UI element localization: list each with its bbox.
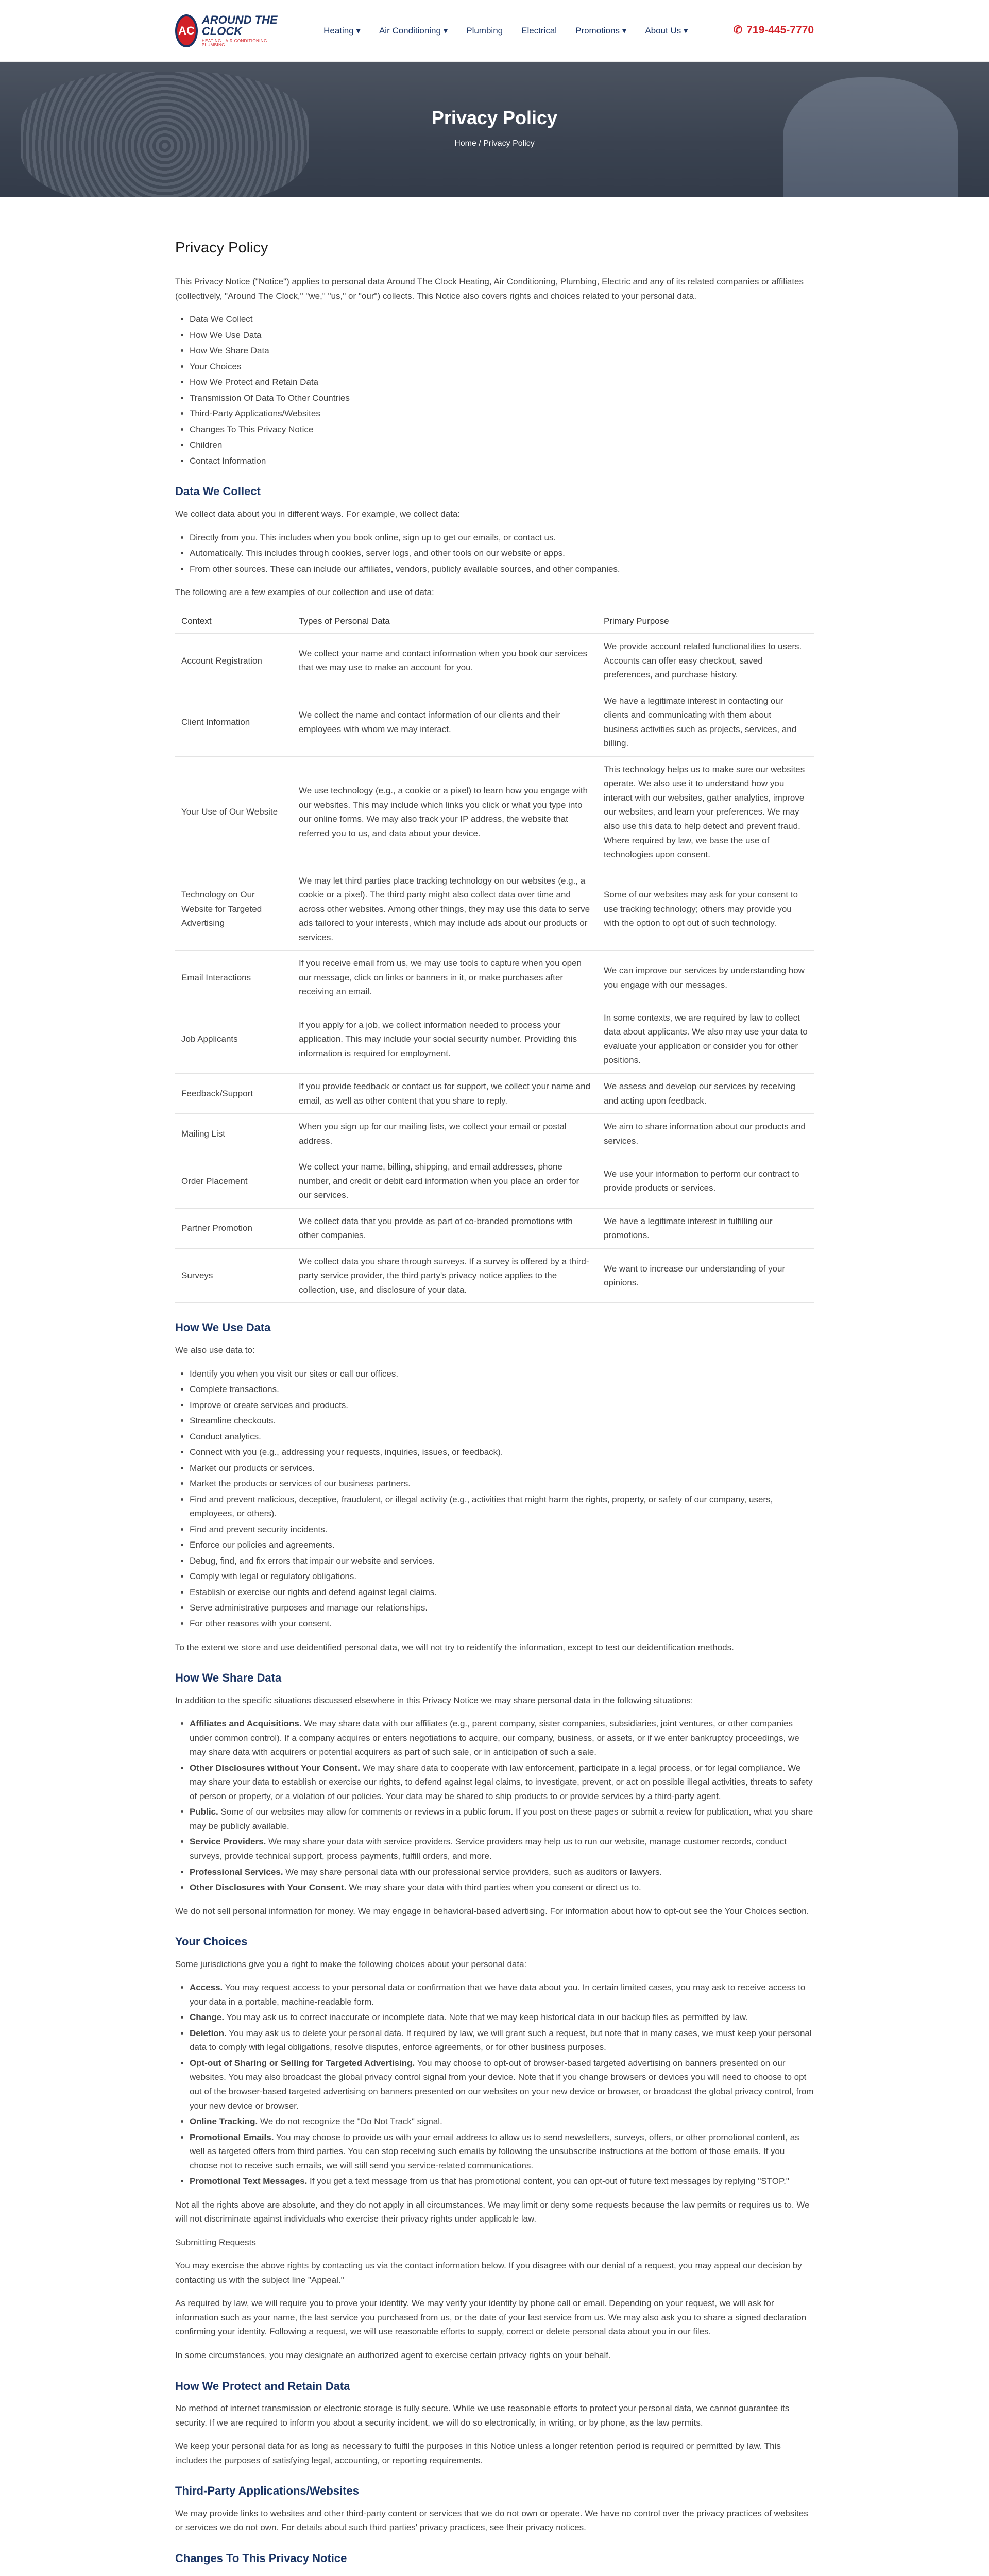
table-cell: We have a legitimate interest in contacting our clients and communicating with them about business activities such as projects, services, and billing. (598, 688, 814, 756)
list-item: • Directly from you. This includes when you book online, sign up to get our emails, or contact us. (190, 531, 814, 545)
table-cell: Mailing List (175, 1114, 293, 1154)
list-item: • Market the products or services of our business partners. (190, 1477, 814, 1491)
logo-name: AROUND THE CLOCK (201, 13, 278, 38)
table-cell: Client Information (175, 688, 293, 756)
breadcrumb[interactable]: Home / Privacy Policy (454, 139, 535, 148)
list-item: • Promotional Text Messages. If you get a text message from us that has promotional content, you can opt-out of future text messages by replying "STOP." (190, 2174, 814, 2189)
table-cell: Partner Promotion (175, 1208, 293, 1248)
list-item: • Other Disclosures with Your Consent. We may share your data with third parties when you consent or direct us to. (190, 1880, 814, 1895)
list-item: • Enforce our policies and agreements. (190, 1538, 814, 1552)
table-cell: If you apply for a job, we collect information needed to process your application. This may include your social security number. Providing this information is required for employment. (293, 1005, 598, 1073)
table-cell: Feedback/Support (175, 1073, 293, 1113)
policy-content (175, 197, 814, 2576)
table-row (175, 634, 814, 688)
table-of-contents (190, 312, 814, 468)
logo[interactable] (175, 14, 278, 47)
use-outro: To the extent we store and use deidentified personal data, we will not try to reidentify the information, except to test our deidentification methods. (175, 1642, 734, 1652)
list-item: • Promotional Emails. You may choose to provide us with your email address to allow us to send newsletters, surveys, offers, or other promotional content, as well as targeted offers from third parties. You can stop receiving such emails by following the unsubscribe instructions at the bottom of those emails. If you choose not to receive such emails, we will still send you service-related communications. (190, 2130, 814, 2173)
table-row (175, 868, 814, 951)
list-item: • Market our products or services. (190, 1461, 814, 1476)
table-cell: Technology on Our Website for Targeted Advertising (175, 868, 293, 951)
changes-paragraph (175, 2574, 814, 2576)
table-header-context: Context (175, 609, 293, 634)
nav-promotions[interactable]: Promotions ▾ (575, 25, 627, 36)
nav-plumbing[interactable]: Plumbing (466, 25, 503, 36)
submitting-paragraph-3: In some circumstances, you may designate an authorized agent to exercise certain privacy rights on your behalf. (175, 2350, 611, 2360)
toc-item: • Data We Collect (190, 312, 814, 327)
nav-electrical[interactable]: Electrical (521, 25, 557, 36)
table-cell: We assess and develop our services by receiving and acting upon feedback. (598, 1073, 814, 1113)
list-item: • For other reasons with your consent. (190, 1617, 814, 1631)
page-title: Privacy Policy (175, 240, 268, 256)
table-cell: We provide account related functionalities to users. Accounts can offer easy checkout, saved preferences, and purchase history. (598, 634, 814, 688)
data-collection-table (175, 609, 814, 1303)
share-outro: We do not sell personal information for money. We may engage in behavioral-based advertising. For information about how to opt-out see the Your Choices section. (175, 1906, 809, 1916)
nav-heating[interactable]: Heating ▾ (323, 25, 361, 36)
share-list (190, 1717, 814, 1894)
list-item: • Conduct analytics. (190, 1430, 814, 1444)
list-item: • Identify you when you visit our sites or call our offices. (190, 1367, 814, 1381)
collect-intro: We collect data about you in different ways. For example, we collect data: (175, 509, 461, 519)
nav-about-us[interactable]: About Us ▾ (645, 25, 688, 36)
list-item: • Improve or create services and products. (190, 1398, 814, 1413)
table-cell: Your Use of Our Website (175, 756, 293, 868)
list-item: • Access. You may request access to your personal data or confirmation that we have data about you. In certain limited cases, you may ask to receive access to your data in a portable, machine-readable form. (190, 1980, 814, 2009)
third-party-paragraph: We may provide links to websites and other third-party content or services that we do not own or operate. We have no control over the privacy practices of websites or services we do not own. For details about such third parties' privacy practices, see their privacy notices. (175, 2508, 808, 2533)
choices-list (190, 1980, 814, 2188)
table-cell: Order Placement (175, 1154, 293, 1209)
list-item: • Change. You may ask us to correct inaccurate or incomplete data. Note that we may keep historical data in our backup files as permitted by law. (190, 2010, 814, 2025)
table-cell: We aim to share information about our products and services. (598, 1114, 814, 1154)
table-cell: We collect your name, billing, shipping, and email addresses, phone number, and credit or debit card information when you place an order for our services. (293, 1154, 598, 1209)
table-cell: This technology helps us to make sure our websites operate. We also use it to understand how you interact with our websites, gather analytics, improve our websites, and learn your preferences. We may also use this data to help detect and prevent fraud. Where required by law, we base the use of technologies upon consent. (598, 756, 814, 868)
table-cell: Email Interactions (175, 951, 293, 1005)
hero-banner (0, 62, 989, 197)
list-item: • Debug, find, and fix errors that impair our website and services. (190, 1554, 814, 1568)
section-heading-changes: Changes To This Privacy Notice (175, 2551, 347, 2565)
choices-intro: Some jurisdictions give you a right to make the following choices about your personal data: (175, 1959, 527, 1969)
list-item: • Complete transactions. (190, 1382, 814, 1397)
list-item: • Service Providers. We may share your data with service providers. Service providers may help us to run our website, manage customer records, conduct surveys, provide technical support, process payments, fulfill orders, and more. (190, 1835, 814, 1863)
header-phone-number: 719-445-7770 (746, 24, 814, 37)
section-heading-share: How We Share Data (175, 1671, 282, 1685)
use-list (190, 1367, 814, 1631)
table-cell: Surveys (175, 1248, 293, 1303)
section-heading-collect: Data We Collect (175, 485, 261, 498)
section-heading-third-party: Third-Party Applications/Websites (175, 2484, 359, 2498)
list-item: • Connect with you (e.g., addressing your requests, inquiries, issues, or feedback). (190, 1445, 814, 1460)
list-item: • Establish or exercise our rights and defend against legal claims. (190, 1585, 814, 1600)
list-item: • Serve administrative purposes and manage our relationships. (190, 1601, 814, 1615)
phone-icon: ✆ (733, 24, 743, 37)
toc-item: • Children (190, 438, 814, 452)
table-cell: If you provide feedback or contact us for support, we collect your name and email, as well as other content that you share to reply. (293, 1073, 598, 1113)
header-phone[interactable] (734, 22, 814, 39)
hero-title: Privacy Policy (431, 107, 558, 128)
table-intro: The following are a few examples of our collection and use of data: (175, 587, 434, 598)
table-cell: We want to increase our understanding of your opinions. (598, 1248, 814, 1303)
logo-badge: AC (175, 14, 198, 47)
toc-item: • Changes To This Privacy Notice (190, 422, 814, 437)
list-item: • Find and prevent security incidents. (190, 1522, 814, 1537)
main-nav (323, 24, 688, 38)
section-heading-choices: Your Choices (175, 1935, 248, 1948)
toc-item: • Third-Party Applications/Websites (190, 406, 814, 421)
list-item: • From other sources. These can include our affiliates, vendors, publicly available sources, and other companies. (190, 562, 814, 577)
table-row (175, 1248, 814, 1303)
toc-item: • How We Use Data (190, 328, 814, 343)
table-cell: Account Registration (175, 634, 293, 688)
table-row (175, 1073, 814, 1113)
table-cell: We use technology (e.g., a cookie or a pixel) to learn how you engage with our websites. This may include which links you click or what you type into our online forms. We may also track your IP address, the website that referred you to us, and data about your device. (293, 756, 598, 868)
submitting-requests-label: Submitting Requests (175, 2237, 256, 2247)
table-cell: We collect data you share through surveys. If a survey is offered by a third-party service provider, the third party's privacy notice applies to the collection, use, and disclosure of your data. (293, 1248, 598, 1303)
section-heading-use: How We Use Data (175, 1321, 271, 1334)
table-header-purpose: Primary Purpose (598, 609, 814, 634)
list-item: • Online Tracking. We do not recognize the "Do Not Track" signal. (190, 2114, 814, 2129)
share-intro: In addition to the specific situations discussed elsewhere in this Privacy Notice we may share personal data in the following situations: (175, 1695, 693, 1705)
protect-paragraph-1: No method of internet transmission or electronic storage is fully secure. While we use reasonable efforts to protect your personal data, we cannot guarantee its security. If we are required to inform you about a security incident, we will do so electronically, in writing, or by phone, as the law permits. (175, 2403, 790, 2428)
table-cell: We have a legitimate interest in fulfilling our promotions. (598, 1208, 814, 1248)
table-cell: We use your information to perform our contract to provide products or services. (598, 1154, 814, 1209)
table-cell: We collect the name and contact information of our clients and their employees with whom we may interact. (293, 688, 598, 756)
list-item: • Deletion. You may ask us to delete your personal data. If required by law, we will grant such a request, but note that in many cases, we must keep your personal data to comply with legal obligations, resolve disputes, enforce agreements, or for other business purposes. (190, 2026, 814, 2055)
site-header (0, 0, 989, 62)
submitting-paragraph-2: As required by law, we will require you to prove your identity. We may verify your identity by phone call or email. Depending on your request, we will ask for information such as your name, the last service you purchased from us, or the date of your last service from us. We may also ask you to share a signed declaration confirming your identity. Following a request, we will use reasonable efforts to supply, correct or delete personal data about you in our files. (175, 2298, 807, 2337)
table-cell: We can improve our services by understanding how you engage with our messages. (598, 951, 814, 1005)
table-row (175, 1005, 814, 1073)
table-cell: We collect data that you provide as part of co-branded promotions with other companies. (293, 1208, 598, 1248)
protect-paragraph-2: We keep your personal data for as long as necessary to fulfil the purposes in this Notice unless a longer retention period is required or permitted by law. This includes the purposes of satisfying legal, accounting, or reporting requirements. (175, 2441, 781, 2465)
table-cell: In some contexts, we are required by law to collect data about applicants. We also may use your data to evaluate your application or consider you for other positions. (598, 1005, 814, 1073)
list-item: • Other Disclosures without Your Consent. We may share data to cooperate with law enforcement, participate in a legal process, or for legal compliance. We may share your data to establish or exercise our rights, to defend against legal claims, to investigate, prevent, or act on possible illegal activities, threats to safety of person or property, or a violation of our policies. Your data may be shared to ship products to or provide services by a third-party agent. (190, 1761, 814, 1804)
table-row (175, 1114, 814, 1154)
table-row (175, 1154, 814, 1209)
list-item: • Professional Services. We may share personal data with our professional service providers, such as auditors or lawyers. (190, 1865, 814, 1879)
table-row (175, 688, 814, 756)
list-item: • Automatically. This includes through cookies, server logs, and other tools on our website or apps. (190, 546, 814, 561)
table-row (175, 951, 814, 1005)
intro-paragraph: This Privacy Notice ("Notice") applies to personal data Around The Clock Heating, Air Conditioning, Plumbing, Electric and any of its related companies or affiliates (collectively, "Around The Clock," "we," "us," or "our") collects. This Notice also covers rights and choices related to your personal data. (175, 276, 804, 301)
section-heading-protect: How We Protect and Retain Data (175, 2379, 350, 2393)
toc-item: • Contact Information (190, 454, 814, 468)
table-row (175, 756, 814, 868)
list-item: • Affiliates and Acquisitions. We may share data with our affiliates (e.g., parent company, sister companies, subsidiaries, joint ventures, or other companies under common control). If a company acquires or enters negotiations to acquire, our company, business, or assets, or if we enter bankruptcy proceedings, we may share data with acquirers or potential acquirers as part of such sale, or in anticipation of such a sale. (190, 1717, 814, 1759)
use-intro: We also use data to: (175, 1345, 255, 1355)
table-header-types: Types of Personal Data (293, 609, 598, 634)
list-item: • Public. Some of our websites may allow for comments or reviews in a public forum. If you post on these pages or submit a review for publication, what you share may be publicly available. (190, 1805, 814, 1833)
toc-item: • How We Protect and Retain Data (190, 375, 814, 389)
table-cell: When you sign up for our mailing lists, we collect your email or postal address. (293, 1114, 598, 1154)
nav-air-conditioning[interactable]: Air Conditioning ▾ (379, 25, 448, 36)
table-cell: If you receive email from us, we may use tools to capture when you open our message, click on links or banners in it, or make purchases after receiving an email. (293, 951, 598, 1005)
table-cell: Job Applicants (175, 1005, 293, 1073)
list-item: • Opt-out of Sharing or Selling for Targeted Advertising. You may choose to opt-out of browser-based targeted advertising on banners presented on our websites. You may also broadcast the global privacy control signal from your device. Note that if you change browsers or devices you will need to choose to opt out of the browser-based targeted advertising on banners presented on our websites on your new device or browser, or broadcast the global privacy control, from your new device or browser. (190, 2056, 814, 2113)
toc-item: • How We Share Data (190, 344, 814, 358)
table-cell: Some of our websites may ask for your consent to use tracking technology; others may provide you with the option to opt out of such technology. (598, 868, 814, 951)
toc-item: • Transmission Of Data To Other Countries (190, 391, 814, 405)
list-item: • Comply with legal or regulatory obligations. (190, 1569, 814, 1584)
table-cell: We may let third parties place tracking technology on our websites (e.g., a cookie or a pixel). The third party might also collect data over time and across other websites. Among other things, they may use this data to serve ads tailored to your interests, which may include ads about our products or services. (293, 868, 598, 951)
list-item: • Find and prevent malicious, deceptive, fraudulent, or illegal activity (e.g., activities that might harm the rights, property, or safety of our company, users, employees, or others). (190, 1493, 814, 1521)
toc-item: • Your Choices (190, 360, 814, 374)
table-row (175, 1208, 814, 1248)
collect-list (190, 531, 814, 577)
table-cell: We collect your name and contact information when you book our services that we may use to make an account for you. (293, 634, 598, 688)
submitting-paragraph-1: You may exercise the above rights by contacting us via the contact information below. If you disagree with our denial of a request, you may appeal our decision by contacting us with the subject line "Appeal." (175, 2261, 802, 2285)
list-item: • Streamline checkouts. (190, 1414, 814, 1428)
logo-tagline: HEATING · AIR CONDITIONING · PLUMBING (201, 38, 270, 47)
choices-outro: Not all the rights above are absolute, and they do not apply in all circumstances. We may limit or deny some requests because the law permits or requires us to. We will not discriminate against individuals who exercise their privacy rights under applicable law. (175, 2199, 810, 2224)
